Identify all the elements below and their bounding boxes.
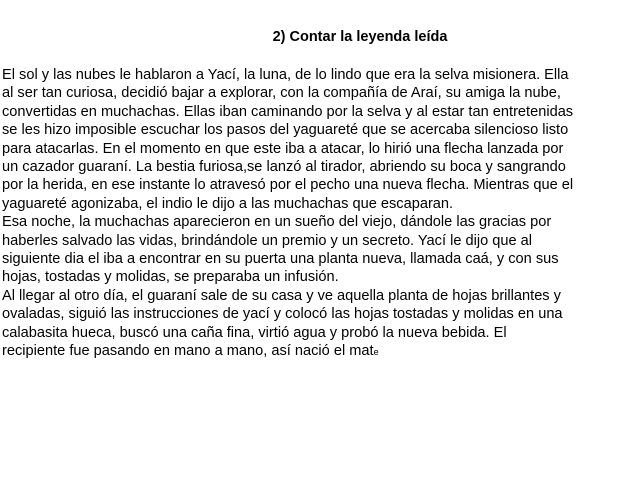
- text-line: siguiente dia el iba a encontrar en su puerta una planta nueva, llamada caá, y con sus: [2, 251, 559, 268]
- text-line: al ser tan curiosa, decidió bajar a explorar, con la compañía de Araí, su amiga la nube,: [2, 85, 561, 102]
- text-line: convertidas en muchachas. Ellas iban caminando por la selva y al estar tan entretenidas: [2, 103, 574, 120]
- text-line: ovaladas, siguió las instrucciones de yací y colocó las hojas tostadas y molidas en una: [2, 306, 563, 323]
- text-line-last: [2, 342, 636, 361]
- text-line: yaguareté agonizaba, el indio le dijo a las muchachas que escaparan.: [2, 195, 454, 212]
- text-line: por la herida, en ese instante lo atravesó por el pecho una nueva flecha. Mientras que el: [2, 177, 574, 194]
- text-line: se les hizo imposible escuchar los pasos del yaguareté que se acercaba silencioso listo: [2, 122, 569, 139]
- text-line: un cazador guaraní. La bestia furiosa,se lanzó al tirador, abriendo su boca y sangrando: [2, 159, 566, 176]
- text-line: Al llegar al otro día, el guaraní sale de su casa y ve aquella planta de hojas brillantes y: [2, 287, 561, 304]
- legend-paragraph: [2, 66, 636, 362]
- text-line: calabasita hueca, buscó una caña fina, virtió agua y probó la nueva bebida. El: [2, 324, 507, 341]
- text-line: Esa noche, la muchachas aparecieron en un sueño del viejo, dándole las gracias por: [2, 214, 552, 231]
- text-line: hojas, tostadas y molidas, se preparaba un infusión.: [2, 269, 339, 286]
- text-line: El sol y las nubes le hablaron a Yací, la luna, de lo lindo que era la selva misionera. Ella: [2, 67, 569, 83]
- text-line: haberles salvado las vidas, brindándole un premio y un secreto. Yací le dijo que al: [2, 232, 533, 249]
- text-line-last-main: recipiente fue pasando en mano a mano, así nació el mat: [2, 343, 374, 360]
- document-title: 2) Contar la leyenda leída: [272, 29, 448, 45]
- text-line: para atacarlas. En el momento en que este iba a atacar, lo hirió una flecha lanzada por: [2, 140, 564, 157]
- text-line-last-tail: e: [373, 347, 379, 358]
